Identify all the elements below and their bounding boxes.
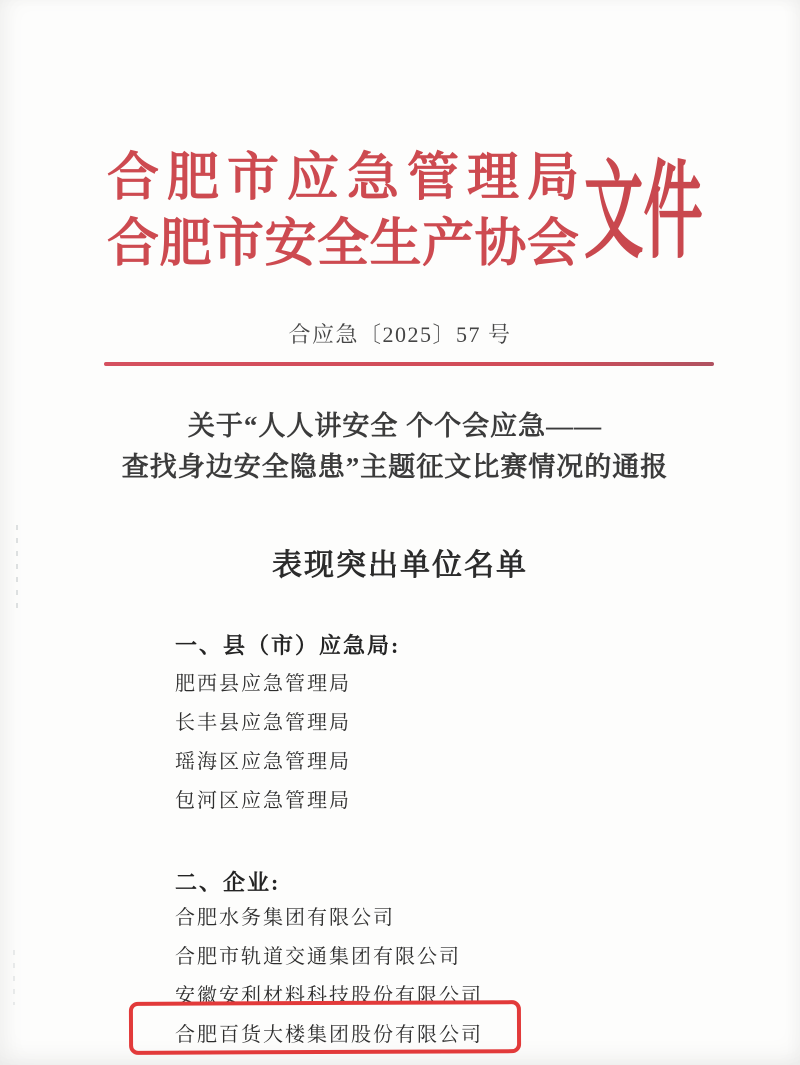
- section-heading-enterprises: 二、企业:: [175, 870, 281, 895]
- letterhead-org-line-2: 合肥市安全生产协会: [107, 216, 579, 273]
- unit-item: 包河区应急管理局: [175, 790, 351, 812]
- letterhead-org-line-1: 合肥市应急管理局: [107, 150, 579, 207]
- unit-item: 合肥水务集团有限公司: [175, 907, 395, 929]
- document-title-line-2: 查找身边安全隐患”主题征文比赛情况的通报: [121, 452, 669, 482]
- unit-item-highlighted: 合肥百货大楼集团股份有限公司: [175, 1024, 483, 1046]
- unit-item: 长丰县应急管理局: [175, 712, 351, 734]
- unit-item: 肥西县应急管理局: [175, 673, 351, 695]
- scan-artifact: [16, 525, 18, 610]
- scan-artifact: [13, 950, 15, 1005]
- red-divider-line: [104, 362, 714, 366]
- document-number: 合应急〔2025〕57 号: [288, 322, 512, 347]
- document-title: [0, 406, 790, 488]
- unit-item: 合肥市轨道交通集团有限公司: [175, 946, 461, 968]
- section-heading-bureaus: 一、县（市）应急局:: [175, 633, 401, 658]
- letterhead: [107, 146, 579, 278]
- unit-item: 瑶海区应急管理局: [175, 751, 351, 773]
- unit-item: 安徽安利材料科技股份有限公司: [175, 985, 483, 1007]
- document-title-line-1: 关于“人人讲安全 个个会应急——: [187, 411, 603, 441]
- list-title: 表现突出单位名单: [272, 549, 528, 582]
- letterhead-doc-type: 文件: [584, 154, 703, 271]
